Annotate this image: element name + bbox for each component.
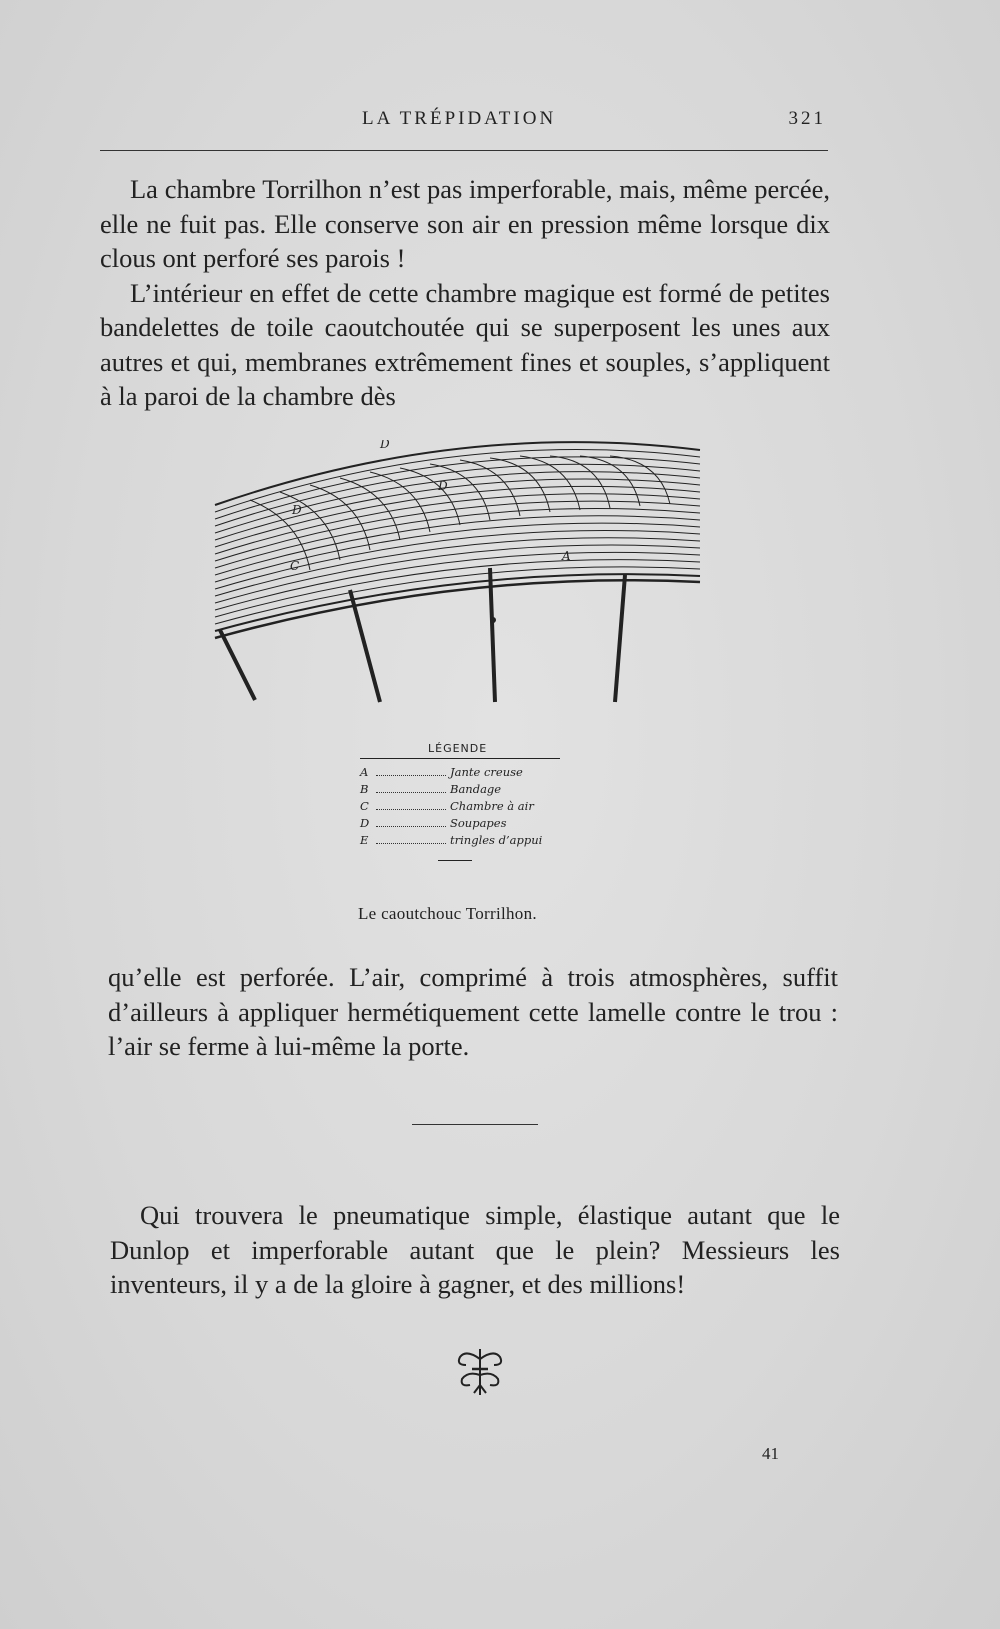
- fleuron-ornament: [452, 1345, 508, 1399]
- leader-dots: [376, 801, 446, 810]
- label-c: C: [290, 559, 300, 573]
- leader-dots: [376, 767, 446, 776]
- text-block-middle: [108, 960, 838, 1064]
- label-d3: D: [292, 503, 302, 517]
- tire-illustration: [210, 440, 730, 730]
- leader-dots: [376, 784, 446, 793]
- paragraph-2: L’intérieur en effet de cette chambre magique est formé de petites bandelettes de toile caoutchoutée qui se superposent les unes aux autres et qui, membranes extrêmement fines et souples, s’appliquent à la paroi de la chambre dès: [100, 277, 830, 411]
- tire-drawing: [210, 440, 730, 730]
- legend-row: [360, 816, 600, 833]
- leader-dots: [376, 835, 446, 844]
- paragraph-4: Qui trouvera le pneumatique simple, élastique autant que le Dunlop et imperforable autant que le plein? Messieurs les inventeurs, il y a de la gloire à gagner, et des millions!: [110, 1200, 840, 1299]
- paragraph-3: qu’elle est perforée. L’air, comprimé à trois atmosphères, suffit d’ailleurs à appliquer hermétiquement cette lamelle contre le trou : l’air se ferme à lui-même la porte.: [108, 962, 838, 1061]
- legend-row: [360, 765, 600, 782]
- label-a: A: [562, 549, 571, 563]
- legend-rule: [360, 758, 560, 759]
- running-title: LA TRÉPIDATION: [362, 108, 557, 129]
- page-number: 321: [788, 108, 826, 129]
- text-block-bottom: [110, 1198, 840, 1302]
- legend-title: LÉGENDE: [428, 742, 488, 755]
- label-d2: D: [438, 479, 448, 493]
- page-header: [100, 108, 830, 138]
- legend-value: Jante creuse: [450, 765, 523, 779]
- legend-row: [360, 799, 600, 816]
- leader-dots: [376, 818, 446, 827]
- legend-key: B: [360, 782, 369, 796]
- legend-key: D: [360, 816, 370, 830]
- signature-number: 41: [762, 1444, 779, 1463]
- legend-key: A: [360, 765, 369, 779]
- legend-value: Bandage: [450, 782, 502, 796]
- legend-row: [360, 782, 600, 799]
- text-block-top: [100, 172, 830, 414]
- legend-value: Soupapes: [450, 816, 507, 830]
- spoke-nipple: [490, 617, 496, 623]
- section-divider: [412, 1124, 538, 1125]
- legend-row: [360, 833, 600, 850]
- legend-value: Chambre à air: [450, 799, 534, 813]
- legend-value: tringles d’appui: [450, 833, 543, 847]
- legend-key: E: [360, 833, 369, 847]
- label-d1: D: [380, 440, 390, 451]
- legend-end-rule: [438, 860, 472, 861]
- figure-legend: [360, 742, 600, 861]
- figure-caption: Le caoutchouc Torrilhon.: [358, 904, 537, 923]
- legend-key: C: [360, 799, 369, 813]
- paragraph-1: La chambre Torrilhon n’est pas imperforable, mais, même percée, elle ne fuit pas. Elle conserve son air en pression même lorsque dix clous ont perforé ses parois !: [100, 174, 830, 273]
- header-rule: [100, 150, 828, 151]
